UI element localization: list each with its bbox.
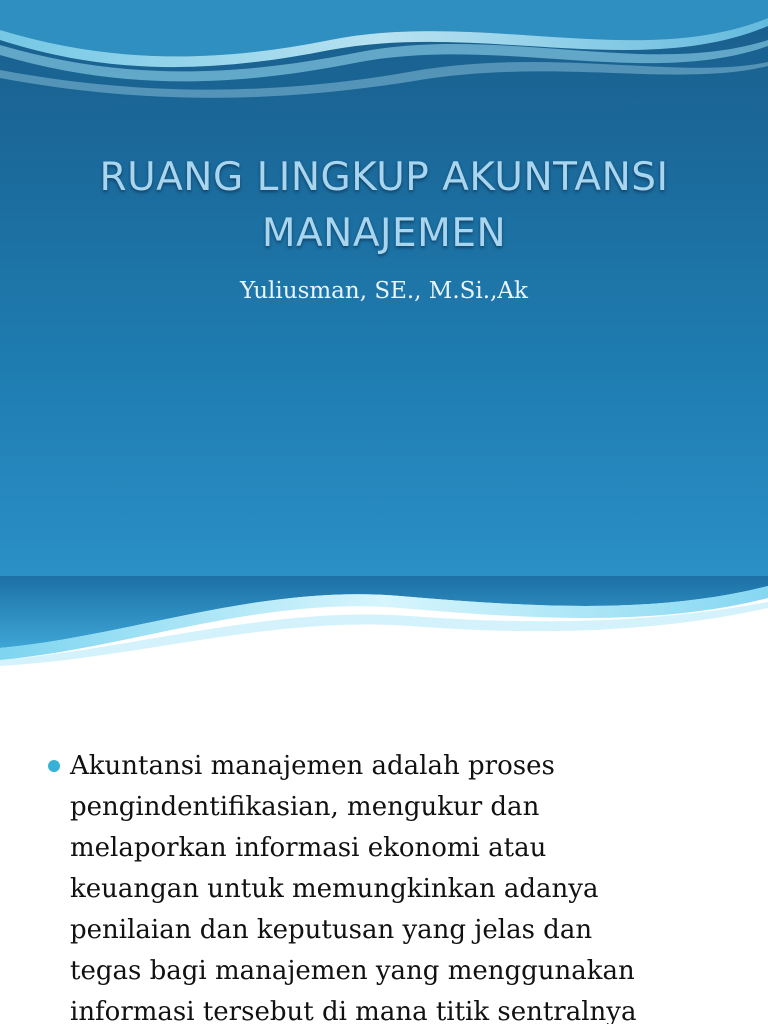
wave-decoration-top	[0, 0, 768, 120]
bullet-line: tegas bagi manajemen yang menggunakan	[70, 956, 635, 986]
wave-decoration-header	[0, 576, 768, 676]
slide-title-line-2: MANAJEMEN	[261, 211, 507, 256]
slide-subtitle: Yuliusman, SE., M.Si.,Ak	[240, 278, 528, 304]
bullet-dot-icon	[48, 760, 60, 772]
bullet-line: penilaian dan keputusan yang jelas dan	[70, 915, 593, 945]
bullet-line: informasi tersebut di mana titik sentralnya	[70, 997, 637, 1024]
bullet-line: melaporkan informasi ekonomi atau	[70, 833, 547, 863]
bullet-line: keuangan untuk memungkinkan adanya	[70, 874, 599, 904]
bullet-line: pengindentifikasian, mengukur dan	[70, 792, 540, 822]
bullet-line: Akuntansi manajemen adalah proses	[70, 751, 555, 781]
content-slide	[0, 576, 768, 1024]
bullet-item	[48, 746, 748, 1024]
slide-title-line-1: RUANG LINGKUP AKUNTANSI	[99, 155, 669, 200]
bullet-list	[48, 746, 748, 1024]
slide-title	[20, 150, 748, 262]
